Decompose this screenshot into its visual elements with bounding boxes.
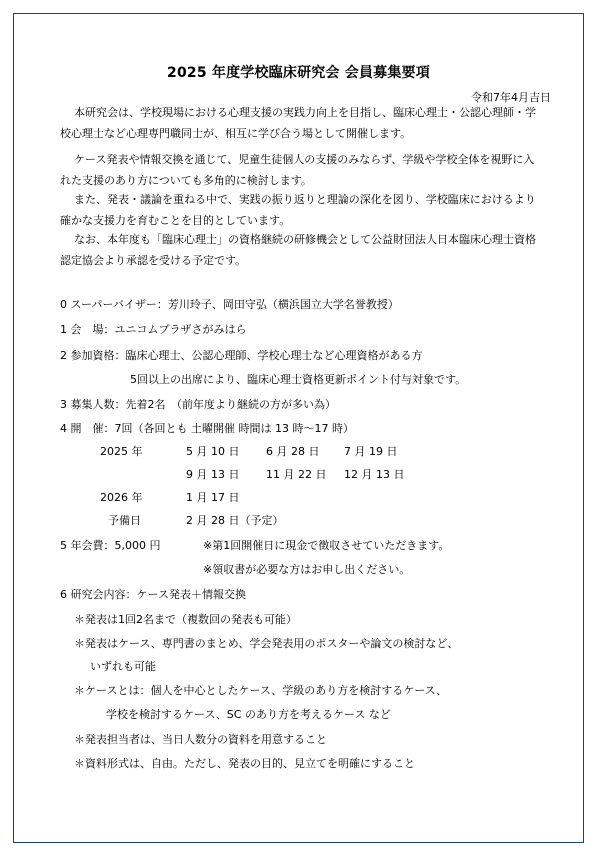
- schedule-date: 1 月 17 日: [186, 491, 240, 504]
- schedule-date: 6 月 28 日: [266, 445, 320, 458]
- content-note: ＊発表は1回2名まで（複数回の発表も可能）: [74, 613, 297, 626]
- fee-note-payment: ※第1回開催日に現金で徴収させていただきます。: [203, 539, 450, 552]
- document-title: 2025 年度学校臨床研究会 会員募集要項: [167, 65, 430, 81]
- schedule-date: 7 月 19 日: [344, 445, 398, 458]
- item-content: 6 研究会内容：ケース発表＋情報交換: [60, 588, 246, 601]
- schedule-date: 9 月 13 日: [186, 468, 240, 481]
- schedule-reserve-date: 2 月 28 日（予定）: [186, 514, 284, 527]
- item-capacity: 3 募集人数：先着2名 （前年度より継続の方が多い為）: [60, 398, 336, 411]
- item-qualification-note: 5回以上の出席により、臨床心理士資格更新ポイント付与対象です。: [130, 373, 467, 386]
- content-note: いずれも可能: [90, 660, 156, 673]
- intro-paragraph-2: ケース発表や情報交換を通じて、児童生徒個人の支援のみならず、学級や学校全体を視野に入れた支援のあり方についても多角的に検討します。: [60, 153, 535, 187]
- content-note: ＊ケースとは：個人を中心としたケース、学級のあり方を検討するケース、: [74, 684, 448, 697]
- schedule-reserve-label: 予備日: [108, 514, 141, 527]
- content-note: ＊発表はケース、専門書のまとめ、学会発表用のポスターや論文の検討など、: [74, 637, 459, 650]
- content-note: 学校を検討するケース、SC のあり方を考えるケース など: [106, 708, 391, 721]
- content-note: ＊資料形式は、自由。ただし、発表の目的、見立てを明確にすること: [74, 757, 415, 770]
- intro-paragraph-3: また、発表・議論を重ねる中で、実践の振り返りと理論の深化を図り、学校臨床におけるより確かな支援力を育むことを目的としています。: [60, 193, 536, 227]
- item-fee: 5 年会費：5,000 円: [60, 539, 161, 552]
- schedule-year-2026: 2026 年: [100, 491, 143, 504]
- intro-paragraph-1: 本研究会は、学校現場における心理支援の実践力向上を目指し、臨床心理士・公認心理師・学校心理士など心理専門職同士が、相互に学び合う場として開催します。: [60, 106, 536, 140]
- schedule-year-2025: 2025 年: [100, 445, 143, 458]
- schedule-date: 11 月 22 日: [266, 468, 327, 481]
- item-supervisor: 0 スーパーバイザー：芳川玲子、岡田守弘（横浜国立大学名誉教授）: [60, 298, 399, 311]
- intro-paragraph-4: なお、本年度も「臨床心理士」の資格継続の研修機会として公益財団法人日本臨床心理士資格認定協会より承認を受ける予定です。: [60, 233, 536, 267]
- item-qualification: 2 参加資格：臨床心理士、公認心理師、学校心理士など心理資格がある方: [60, 349, 423, 362]
- item-schedule-header: 4 開 催：7回（各回とも 土曜開催 時間は 13 時～17 時）: [60, 422, 354, 435]
- fee-note-receipt: ※領収書が必要な方はお申し出ください。: [203, 563, 411, 576]
- content-note: ＊発表担当者は、当日人数分の資料を用意すること: [74, 733, 327, 746]
- item-venue: 1 会 場：ユニコムプラザさがみはら: [60, 323, 247, 336]
- schedule-date: 5 月 10 日: [186, 445, 240, 458]
- schedule-date: 12 月 13 日: [344, 468, 405, 481]
- issue-date: 令和7年4月吉日: [471, 91, 551, 104]
